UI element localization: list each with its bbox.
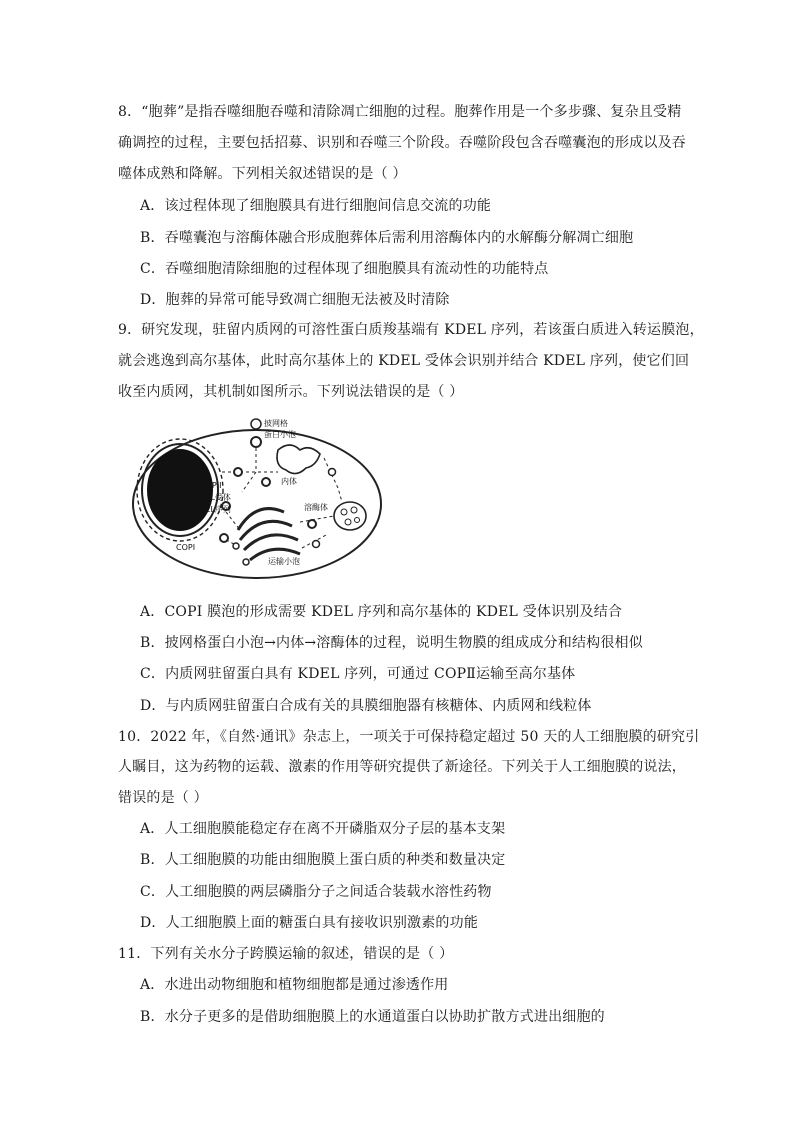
golgi-cisterna [238, 509, 284, 530]
label-endosome: 内体 [281, 477, 297, 486]
q8-stem-line-3: 噬体成熟和降解。下列相关叙述错误的是（ ） [118, 166, 407, 182]
vesicle [329, 469, 336, 476]
golgi-cisterna [244, 535, 298, 550]
nucleus [148, 450, 212, 530]
q8-option-b: B．吞噬囊泡与溶酶体融合形成胞葬体后需利用溶酶体内的水解酶分解凋亡细胞 [140, 230, 634, 246]
vesicle [234, 468, 242, 476]
q8-option-c: C．吞噬细胞清除细胞的过程体现了细胞膜具有流动性的功能特点 [140, 261, 549, 277]
label-clathrin-2: 蛋白小泡 [264, 430, 296, 439]
vesicle [251, 437, 261, 447]
vesicle [233, 543, 239, 549]
vesicle [313, 541, 320, 548]
q10-option-a: A．人工细胞膜能稳定存在离不开磷脂双分子层的基本支架 [140, 821, 506, 837]
transport-path [226, 512, 240, 530]
lysosome [334, 502, 366, 530]
q9-stem-line-1: 9．研究发现，驻留内质网的可溶性蛋白质羧基端有 KDEL 序列，若该蛋白质进入转运膜泡， [118, 322, 704, 338]
label-kdel-receptor: KDEL受体 [194, 493, 231, 502]
label-kdel-sequence: KDEL序列 [194, 505, 231, 514]
label-copi: COPI [176, 543, 196, 552]
label-transport-vesicle: 运输小泡 [268, 557, 300, 566]
vesicle [243, 559, 249, 565]
vesicle [262, 478, 270, 486]
q10-stem-line-2: 人瞩目，这为药物的运载、激素的作用等研究提供了新途径。下列关于人工细胞膜的说法， [118, 759, 686, 775]
q9-option-c: C．内质网驻留蛋白具有 KDEL 序列，可通过 COPⅡ运输至高尔基体 [140, 666, 576, 682]
q9-stem-line-3: 收至内质网，其机制如图所示。下列说法错误的是（ ） [118, 384, 464, 400]
q8-option-a: A．该过程体现了细胞膜具有进行细胞间信息交流的功能 [140, 198, 492, 214]
q11-stem-line-1: 11．下列有关水分子跨膜运输的叙述，错误的是（ ） [118, 946, 454, 962]
q8-option-d: D．胞葬的异常可能导致凋亡细胞无法被及时清除 [140, 292, 450, 308]
q9-option-b: B．披网格蛋白小泡→内体→溶酶体的过程，说明生物膜的组成成分和结构很相似 [140, 635, 643, 651]
transport-path [324, 458, 342, 502]
q8-stem-line-2: 确调控的过程，主要包括招募、识别和吞噬三个阶段。吞噬阶段包含吞噬囊泡的形成以及吞 [118, 135, 686, 151]
transport-path [242, 448, 256, 492]
label-clathrin-1: 披网格 [264, 419, 288, 428]
q10-option-d: D．人工细胞膜上面的糖蛋白具有接收识别激素的功能 [140, 915, 479, 931]
cell-diagram [128, 412, 386, 584]
label-lysosome: 溶酶体 [304, 503, 328, 512]
q10-stem-line-1: 10．2022 年，《自然·通讯》杂志上，一项关于可保持稳定超过 50 天的人工细胞膜的研究引 [118, 729, 700, 745]
endosome [277, 445, 320, 474]
q10-stem-line-3: 错误的是（ ） [118, 790, 208, 806]
vesicle [220, 534, 228, 542]
label-copii: COPII [200, 481, 222, 490]
q10-option-c: C．人工细胞膜的两层磷脂分子之间适合装载水溶性药物 [140, 884, 492, 900]
transport-path [300, 516, 334, 522]
q10-option-b: B．人工细胞膜的功能由细胞膜上蛋白质的种类和数量决定 [140, 852, 506, 868]
q11-option-b: B．水分子更多的是借助细胞膜上的水通道蛋白以协助扩散方式进出细胞的 [140, 1009, 605, 1025]
kdel-mechanism-figure [128, 412, 386, 584]
q11-option-a: A．水进出动物细胞和植物细胞都是通过渗透作用 [140, 977, 449, 993]
vesicle [308, 520, 316, 528]
q8-stem-line-1: 8．“胞葬”是指吞噬细胞吞噬和清除凋亡细胞的过程。胞葬作用是一个多步骤、复杂且受精 [118, 104, 682, 120]
q9-stem-line-2: 就会逃逸到高尔基体，此时高尔基体上的 KDEL 受体会识别并结合 KDEL 序列，使它们回 [118, 353, 690, 369]
clathrin-vesicle [251, 419, 261, 429]
q9-option-d: D．与内质网驻留蛋白合成有关的具膜细胞器有核糖体、内质网和线粒体 [140, 698, 592, 714]
q9-option-a: A．COPI 膜泡的形成需要 KDEL 序列和高尔基体的 KDEL 受体识别及结合 [140, 604, 623, 620]
